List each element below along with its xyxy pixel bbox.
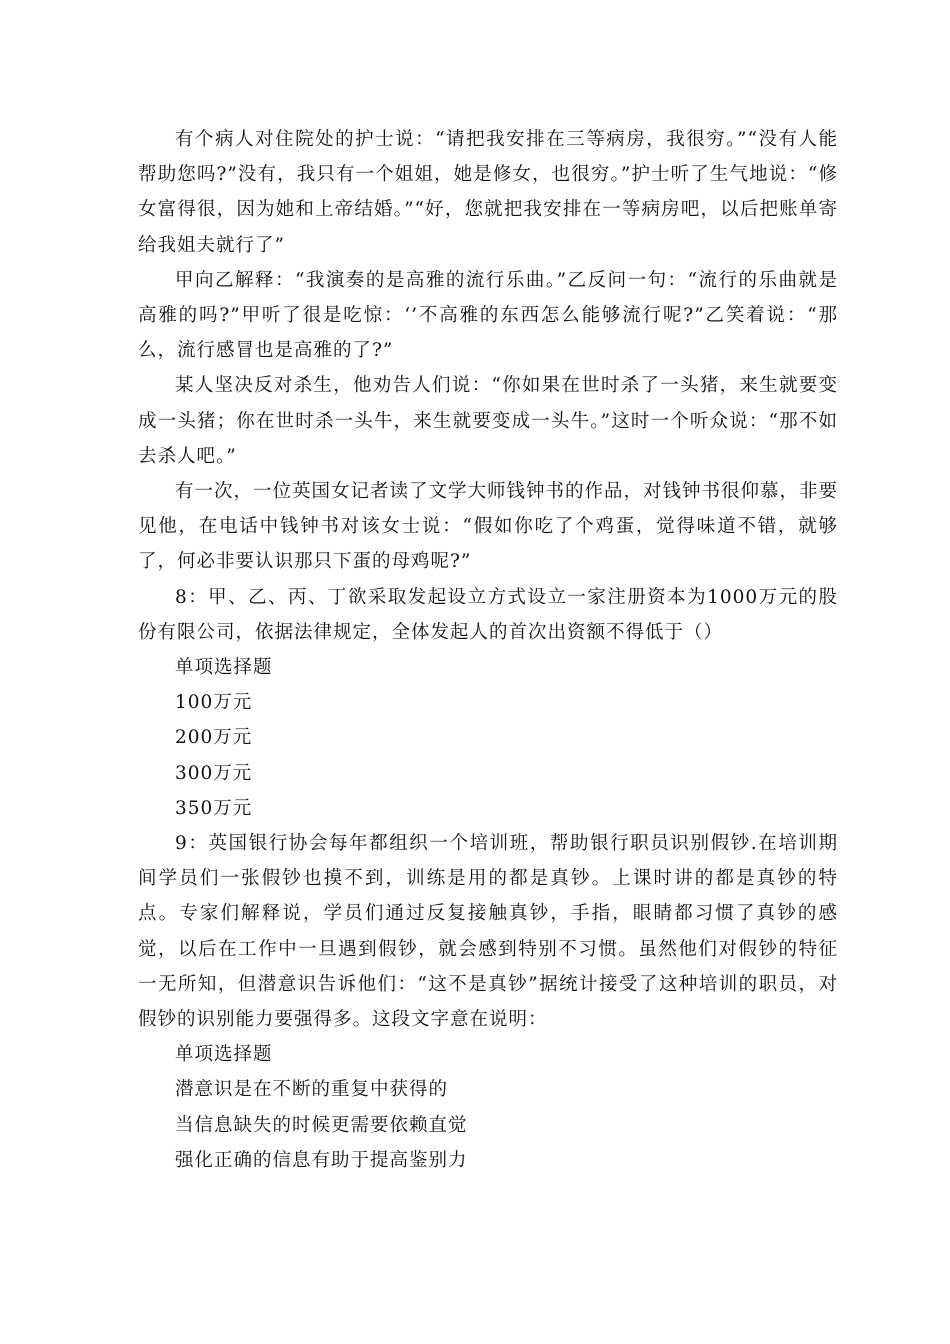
question-8-option-a: 100万元 <box>175 692 253 714</box>
paragraph-qian-zhongshu-anecdote: 有一次，一位英国女记者读了文学大师钱钟书的作品，对钱钟书很仰慕，非要见他，在电话中钱钟书对该女士说：“假如你吃了个鸡蛋，觉得味道不错，就够了，何必非要认识那只下蛋的母鸡呢?” <box>138 481 839 573</box>
question-9-stem: 9：英国银行协会每年都组织一个培训班，帮助银行职员识别假钞.在培训期间学员们一张假钞也摸不到，训练是用的都是真钞。上课时讲的都是真钞的特点。专家们解释说，学员们通过反复接触真钞，手指，眼睛都习惯了真钞的感觉，以后在工作中一旦遇到假钞，就会感到特别不习惯。虽然他们对假钞的特征一无所知，但潜意识告诉他们：“这不是真钞”据统计接受了这种培训的职员，对假钞的识别能力要强得多。这段文字意在说明： <box>138 833 838 1031</box>
paragraph-music-joke: 甲向乙解释：“我演奏的是高雅的流行乐曲。”乙反问一句：“流行的乐曲就是高雅的吗?”甲听了很是吃惊：‘’不高雅的东西怎么能够流行呢?”乙笑着说：“那么，流行感冒也是高雅的了?” <box>138 269 838 362</box>
paragraph-killing-joke: 某人坚决反对杀生，他劝告人们说：“你如果在世时杀了一头猪，来生就要变成一头猪；你在世时杀一头牛，来生就要变成一头牛。”这时一个听众说：“那不如去杀人吧。” <box>138 375 838 467</box>
question-8-option-d: 350万元 <box>175 797 253 819</box>
document-page <box>138 122 838 1178</box>
question-8-option-c: 300万元 <box>175 762 253 784</box>
question-8-type: 单项选择题 <box>175 657 273 679</box>
question-8-stem: 8：甲、乙、丙、丁欲采取发起设立方式设立一家注册资本为1000万元的股份有限公司，依据法律规定，全体发起人的首次出资额不得低于（） <box>138 586 838 643</box>
paragraph-hospital-joke: 有个病人对住院处的护士说：“请把我安排在三等病房，我很穷。”“没有人能帮助您吗?”没有，我只有一个姐姐，她是修女，也很穷。”护士听了生气地说：“修女富得很，因为她和上帝结婚。”“好，您就把我安排在一等病房吧，以后把账单寄给我姐夫就行了” <box>138 129 838 256</box>
question-9-type: 单项选择题 <box>175 1044 273 1066</box>
question-9-option-c: 强化正确的信息有助于提高鉴别力 <box>175 1149 468 1171</box>
question-9-option-a: 潜意识是在不断的重复中获得的 <box>175 1079 449 1101</box>
question-9-option-b: 当信息缺失的时候更需要依赖直觉 <box>175 1114 468 1136</box>
question-8-option-b: 200万元 <box>175 727 253 749</box>
